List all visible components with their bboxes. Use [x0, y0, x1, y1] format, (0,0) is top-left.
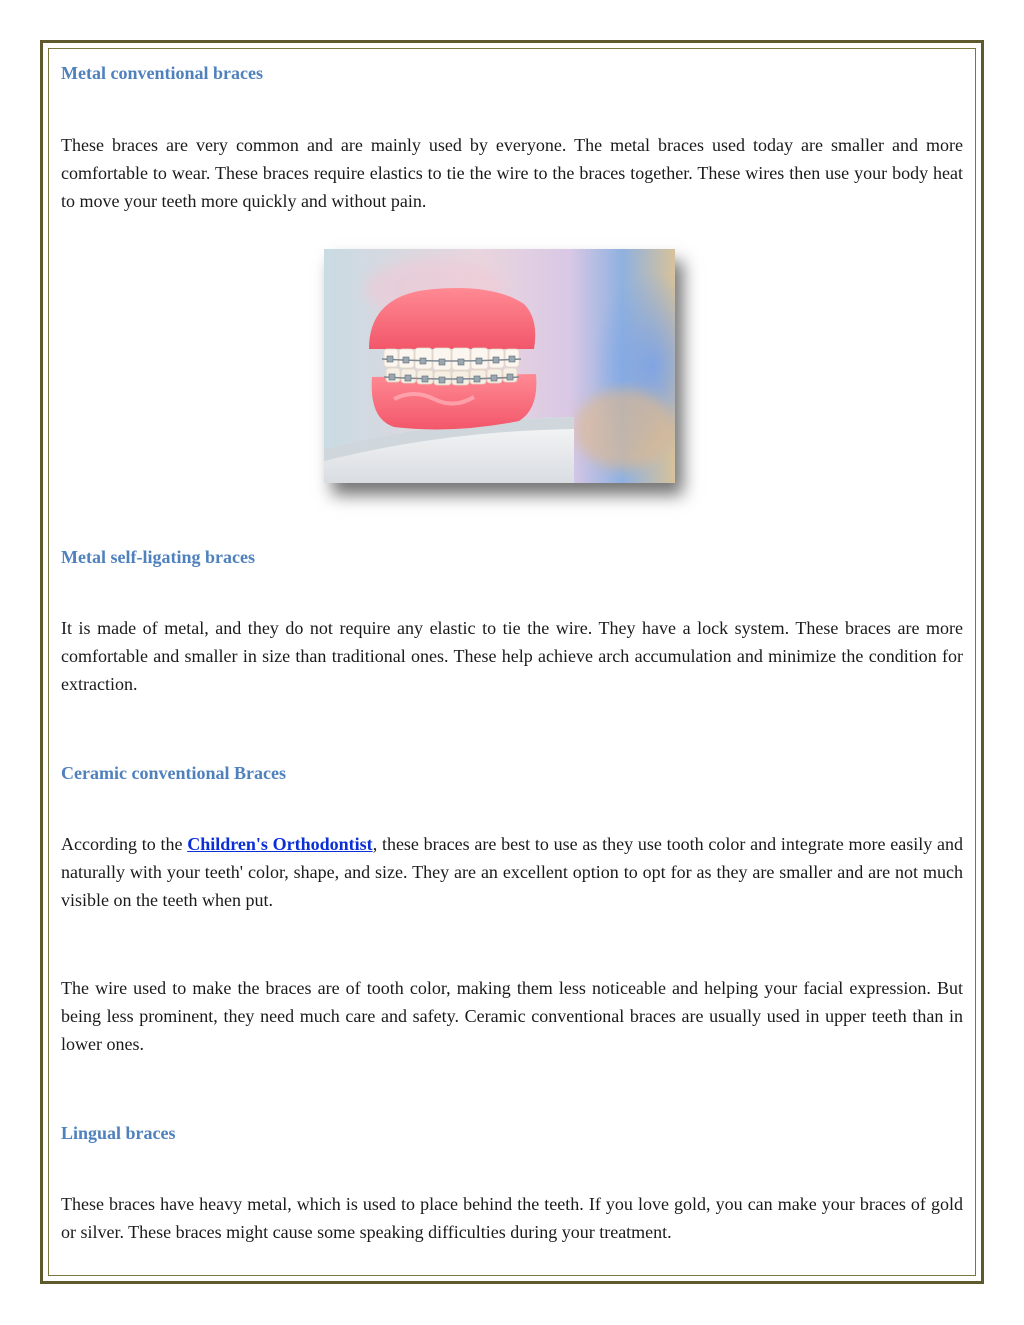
- text-after-link: , these braces are best to use as they use tooth color and integrate more easily and naturally with your teeth' color, shape, and size. They are an excellent option to opt for as they are smaller and are not much visible on the teeth when put.: [61, 834, 964, 910]
- heading-ceramic-conventional: Ceramic conventional Braces: [61, 763, 286, 783]
- paragraph-metal-conventional: These braces are very common and are mainly used by everyone. The metal braces used today are smaller and more comfortable to wear. These braces require elastics to tie the wire to the braces together. These wires then use your body heat to move your teeth more quickly and without pain.: [61, 135, 963, 211]
- dental-model-with-braces-photo: [324, 249, 675, 483]
- paragraph-ceramic-intro: [61, 830, 963, 914]
- heading-lingual-braces: Lingual braces: [61, 1123, 176, 1143]
- paragraph-metal-self-ligating: It is made of metal, and they do not require any elastic to tie the wire. They have a lock system. These braces are more comfortable and smaller in size than traditional ones. These help achieve arch accumulation and minimize the condition for extraction.: [61, 618, 963, 694]
- childrens-orthodontist-link[interactable]: Children's Orthodontist: [187, 834, 373, 854]
- paragraph-lingual-braces: These braces have heavy metal, which is used to place behind the teeth. If you love gold, you can make your braces of gold or silver. These braces might cause some speaking difficulties during your treatment.: [61, 1194, 963, 1242]
- heading-metal-self-ligating: Metal self-ligating braces: [61, 547, 255, 567]
- heading-metal-conventional: Metal conventional braces: [61, 63, 263, 83]
- braces-model-image: [324, 249, 675, 483]
- text-before-link: According to the: [61, 834, 188, 854]
- paragraph-ceramic-wire: The wire used to make the braces are of tooth color, making them less noticeable and helping your facial expression. But being less prominent, they need much care and safety. Ceramic conventional braces are usually used in upper teeth than in lower ones.: [61, 978, 963, 1054]
